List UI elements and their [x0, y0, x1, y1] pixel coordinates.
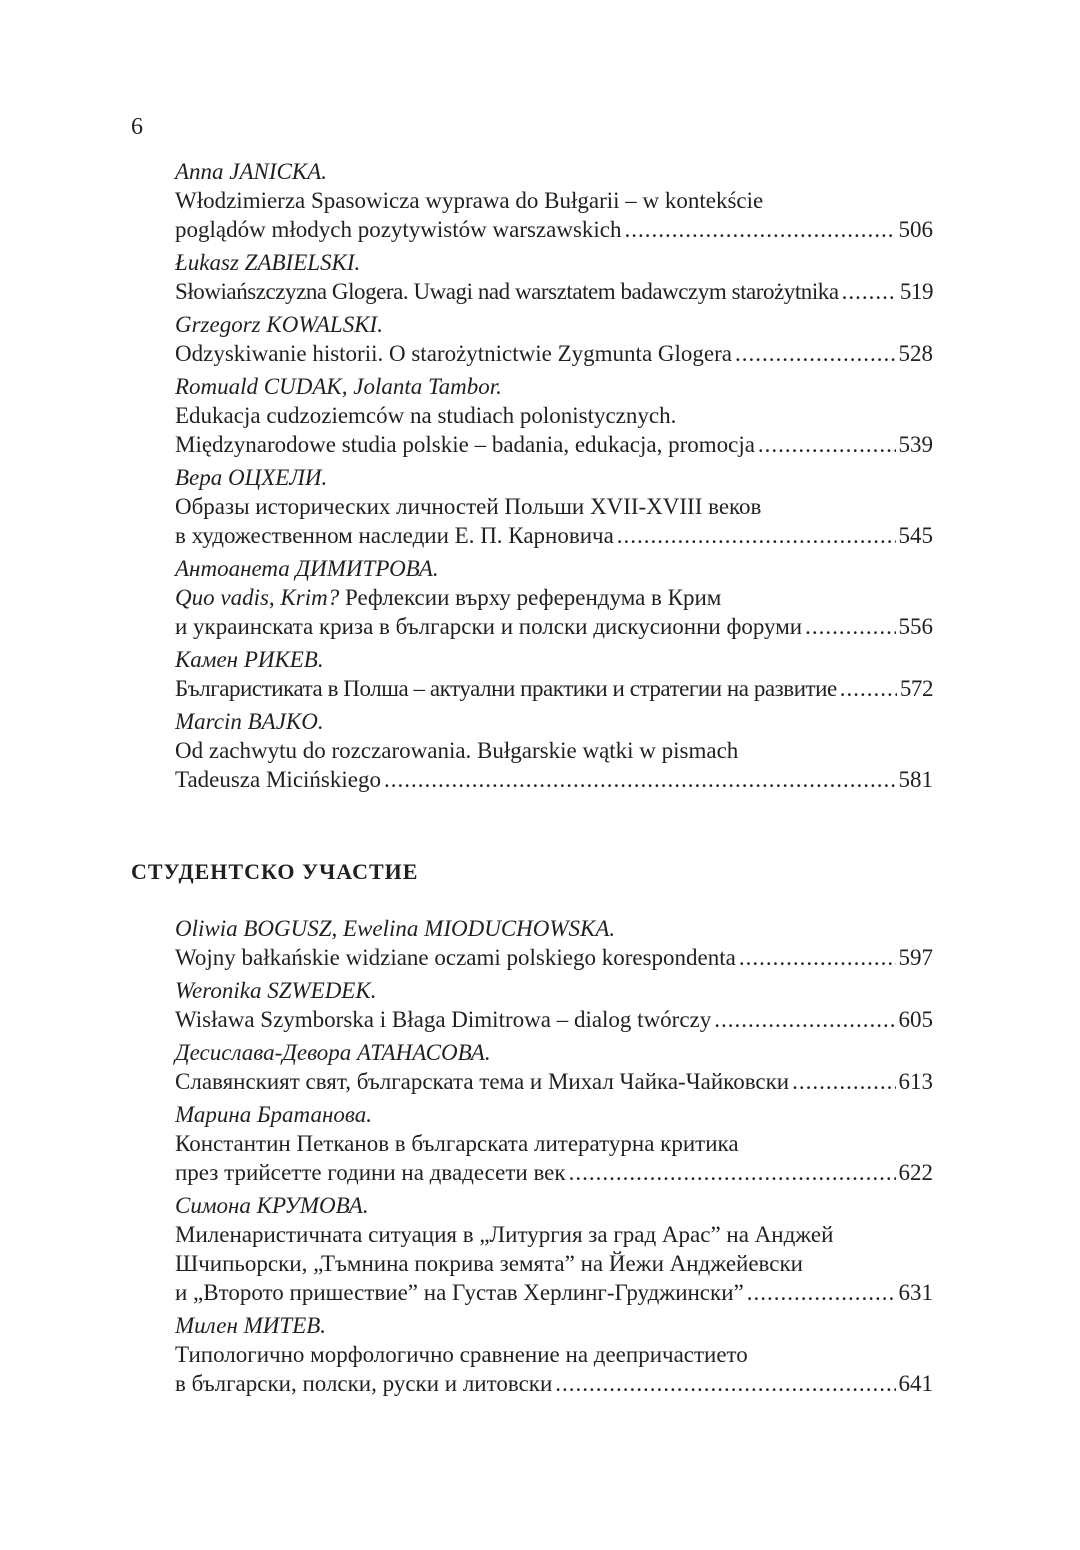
entry-author: Oliwia BOGUSZ, Ewelina MIODUCHOWSKA. [175, 916, 616, 941]
entry-title-rest: Рефлексии върху референдума в Крим [339, 585, 722, 610]
dot-leader [617, 521, 896, 550]
entry-author: Марина Братанова. [175, 1102, 372, 1127]
entry-title-text: Odzyskiwanie historii. O starożytnictwie Zygmunta Glogera [175, 341, 732, 366]
dot-leader [805, 612, 895, 641]
entry-title-text: и „Второто пришествие” на Густав Херлинг-Груджински” [175, 1280, 744, 1305]
entry-title-italic: Quo vadis, Krim? [175, 585, 340, 610]
entry-title-line: Шчипьорски, „Тъмнина покрива земята” на Йежи Анджейевски [175, 1251, 803, 1276]
dot-leader [569, 1158, 896, 1187]
entry-title-line: Типологично морфологично сравнение на деепричастието [175, 1342, 748, 1367]
entry-title-text: в художественном наследии Е. П. Карновича [175, 523, 614, 548]
toc-entry[interactable] [175, 976, 933, 1034]
entry-title-last-line [175, 612, 933, 641]
dot-leader [735, 339, 896, 368]
entry-title-last-line [175, 1067, 933, 1096]
entry-title-last-line [175, 339, 933, 368]
entry-title-last-line [175, 430, 933, 459]
entry-author: Камен РИКЕВ. [175, 647, 324, 672]
entry-title-line: Włodzimierza Spasowicza wyprawa do Bułgarii – w kontekście [175, 188, 764, 213]
toc-entry[interactable] [175, 248, 933, 306]
toc-entry[interactable] [175, 372, 933, 459]
entry-title-last-line [175, 277, 933, 306]
toc-entry[interactable] [175, 1191, 933, 1307]
entry-title-line [175, 583, 933, 612]
entry-page-number: 519 [899, 279, 933, 304]
entry-author: Симона КРУМОВА. [175, 1193, 369, 1218]
entry-title-text: Tadeusza Micińskiego [175, 767, 381, 792]
dot-leader [842, 277, 897, 306]
entry-title-text: в български, полски, руски и литовски [175, 1371, 553, 1396]
entry-page-number: 506 [898, 217, 933, 242]
dot-leader [714, 1005, 895, 1034]
entry-page-number: 528 [898, 341, 933, 366]
entry-title-text: Międzynarodowe studia polskie – badania, edukacja, promocja [175, 432, 755, 457]
entry-author: Десислава-Девора АТАНАСОВА. [175, 1040, 491, 1065]
toc-entry[interactable] [175, 645, 933, 703]
entry-title-line: Edukacja cudzoziemców na studiach polonistycznych. [175, 403, 677, 428]
entry-title-text: и украинската криза в български и полски дискусионни форуми [175, 614, 803, 639]
entry-title-last-line [175, 943, 933, 972]
entry-page-number: 597 [898, 945, 933, 970]
entry-page-number: 641 [898, 1371, 933, 1396]
entry-author: Милен МИТЕВ. [175, 1313, 327, 1338]
dot-leader [840, 674, 897, 703]
entry-page-number: 605 [898, 1007, 933, 1032]
entry-author: Romuald CUDAK, Jolanta Tambor. [175, 374, 502, 399]
toc-entry[interactable] [175, 157, 933, 244]
entry-page-number: 631 [898, 1280, 933, 1305]
entry-title-last-line [175, 1369, 933, 1398]
entry-title-last-line [175, 215, 933, 244]
entry-author: Łukasz ZABIELSKI. [175, 250, 361, 275]
entry-title-line: Образы исторических личностей Польши XVII-XVIII веков [175, 494, 762, 519]
toc-entry[interactable] [175, 1311, 933, 1398]
entry-title-last-line [175, 521, 933, 550]
toc-entry[interactable] [175, 310, 933, 368]
entry-title-text: Българистиката в Полша – актуални практики и стратегии на развитие [175, 676, 837, 701]
toc-entry[interactable] [175, 707, 933, 794]
entry-title-line: Константин Петканов в българската литературна критика [175, 1131, 739, 1156]
entry-page-number: 545 [898, 523, 933, 548]
entry-title-text: poglądów młodych pozytywistów warszawskich [175, 217, 622, 242]
entry-page-number: 613 [898, 1069, 933, 1094]
entry-author: Marcin BAJKO. [175, 709, 324, 734]
dot-leader [384, 765, 896, 794]
entry-page-number: 581 [898, 767, 933, 792]
entry-title-last-line [175, 1158, 933, 1187]
entry-author: Grzegorz KOWALSKI. [175, 312, 383, 337]
entry-title-line: Od zachwytu do rozczarowania. Bułgarskie wątki w pismach [175, 738, 739, 763]
entry-page-number: 556 [898, 614, 933, 639]
entry-page-number: 539 [898, 432, 933, 457]
dot-leader [625, 215, 896, 244]
entry-title-text: през трийсетте години на двадесети век [175, 1160, 566, 1185]
entry-author: Вера ОЦХЕЛИ. [175, 465, 328, 490]
toc-entry[interactable] [175, 1100, 933, 1187]
entry-title-text: Славянският свят, българската тема и Михал Чайка-Чайковски [175, 1069, 790, 1094]
entry-title-text: Wojny bałkańskie widziane oczami polskiego korespondenta [175, 945, 736, 970]
dot-leader [747, 1278, 896, 1307]
entry-page-number: 572 [899, 676, 933, 701]
dot-leader [758, 430, 896, 459]
page-number: 6 [131, 114, 143, 140]
entry-title-last-line [175, 1005, 933, 1034]
entry-title-last-line [175, 674, 933, 703]
entry-author: Антоанета ДИМИТРОВА. [175, 556, 439, 581]
entry-title-text: Wisława Szymborska i Błaga Dimitrowa – dialog twórczy [175, 1007, 712, 1032]
entry-title-line: Миленаристичната ситуация в „Литургия за град Арас” на Анджей [175, 1222, 834, 1247]
toc-entry[interactable] [175, 1038, 933, 1096]
entry-author: Weronika SZWEDEK. [175, 978, 377, 1003]
entry-title-last-line [175, 765, 933, 794]
dot-leader [792, 1067, 895, 1096]
toc-entry[interactable] [175, 554, 933, 641]
dot-leader [739, 943, 896, 972]
toc-entry[interactable] [175, 463, 933, 550]
section-title: СТУДЕНТСКО УЧАСТИЕ [131, 859, 419, 884]
entry-title-last-line [175, 1278, 933, 1307]
dot-leader [555, 1369, 895, 1398]
entry-title-text: Słowiańszczyzna Glogera. Uwagi nad warsztatem badawczym starożytnika [175, 279, 839, 304]
entry-page-number: 622 [898, 1160, 933, 1185]
entry-author: Anna JANICKA. [175, 159, 328, 184]
toc-entry[interactable] [175, 914, 933, 972]
toc-block-main [175, 157, 933, 798]
toc-block-students [175, 914, 933, 1402]
